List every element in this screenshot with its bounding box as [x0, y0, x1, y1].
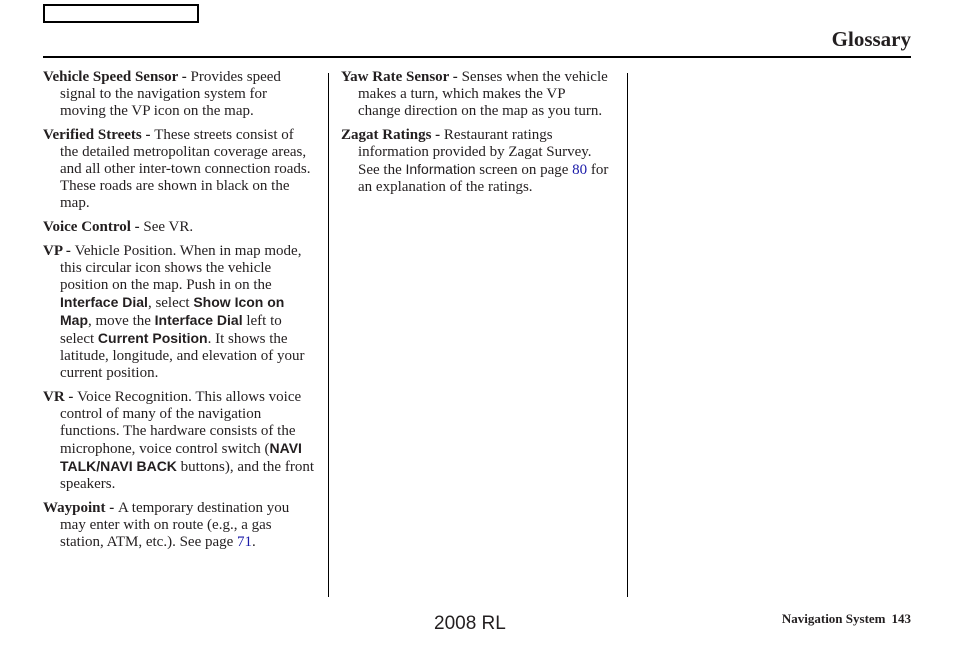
- entry-text: buttons), and the front speakers.: [60, 459, 314, 492]
- column-divider: [328, 73, 329, 597]
- entry-term: Zagat Ratings -: [341, 127, 444, 143]
- ui-label-information: Information: [405, 161, 476, 177]
- entry-term: VR -: [43, 389, 78, 405]
- footer-section-label: Navigation System: [781, 611, 886, 626]
- entry-vr: [43, 389, 315, 493]
- ui-label-interface-dial: Interface Dial: [154, 312, 243, 328]
- page-number: 143: [891, 611, 911, 626]
- header-rule: [43, 56, 911, 58]
- entry-verified-streets: [43, 127, 315, 212]
- entry-term: Waypoint -: [43, 500, 119, 516]
- footer-section: [782, 611, 911, 627]
- column-divider: [627, 73, 628, 597]
- entry-text: , select: [147, 295, 194, 311]
- entry-text: These streets consist of the detailed metropolitan coverage areas, and all other inter-town connection roads. These roads are shown in black on the map.: [60, 127, 311, 211]
- page-link-71[interactable]: 71: [237, 534, 253, 550]
- ui-label-navi-talk-back: NAVI TALK/NAVI BACK: [60, 440, 302, 474]
- entry-term: Vehicle Speed Sensor -: [43, 69, 191, 85]
- entry-term: VP -: [43, 243, 75, 259]
- glossary-column-2: [341, 69, 611, 203]
- entry-text: .: [252, 534, 256, 550]
- entry-text: left to select: [60, 313, 282, 347]
- entry-text: for an explanation of the ratings.: [358, 162, 609, 195]
- entry-text: screen on page: [475, 162, 573, 178]
- ui-label-current-position: Current Position: [97, 330, 208, 346]
- ui-label-interface-dial: Interface Dial: [60, 294, 148, 310]
- footer-model: 2008 RL: [434, 613, 506, 634]
- entry-zagat-ratings: [341, 127, 611, 196]
- entry-yaw-rate-sensor: [341, 69, 611, 120]
- entry-text: Senses when the vehicle makes a turn, which makes the VP change direction on the map as you turn.: [358, 69, 608, 119]
- entry-voice-control: [43, 219, 315, 236]
- entry-text: See VR.: [143, 219, 194, 235]
- entry-vehicle-speed-sensor: [43, 69, 315, 120]
- ui-label-show-icon-on-map: Show Icon on Map: [60, 294, 285, 328]
- entry-text: Restaurant ratings information provided by Zagat Survey. See the: [358, 127, 592, 178]
- entry-text: Voice Recognition. This allows voice control of many of the navigation functions. The hardware consists of the microphone, voice control switch (: [60, 389, 302, 457]
- entry-term: Verified Streets -: [43, 127, 155, 143]
- entry-text: Provides speed signal to the navigation system for moving the VP icon on the map.: [60, 69, 281, 119]
- entry-vp: [43, 243, 315, 382]
- entry-term: Yaw Rate Sensor -: [341, 69, 462, 85]
- entry-text: . It shows the latitude, longitude, and elevation of your current position.: [60, 331, 305, 381]
- entry-term: Voice Control -: [43, 219, 144, 235]
- entry-waypoint: [43, 500, 315, 551]
- page-link-80[interactable]: 80: [572, 162, 588, 178]
- header-box: [43, 4, 199, 23]
- glossary-column-1: [43, 69, 315, 558]
- entry-text: Vehicle Position. When in map mode, this circular icon shows the vehicle position on the map. Push in on the: [60, 243, 302, 293]
- entry-text: A temporary destination you may enter with on route (e.g., a gas station, ATM, etc.). See page: [60, 500, 290, 550]
- entry-text: , move the: [88, 313, 155, 329]
- page-title: Glossary: [831, 27, 911, 51]
